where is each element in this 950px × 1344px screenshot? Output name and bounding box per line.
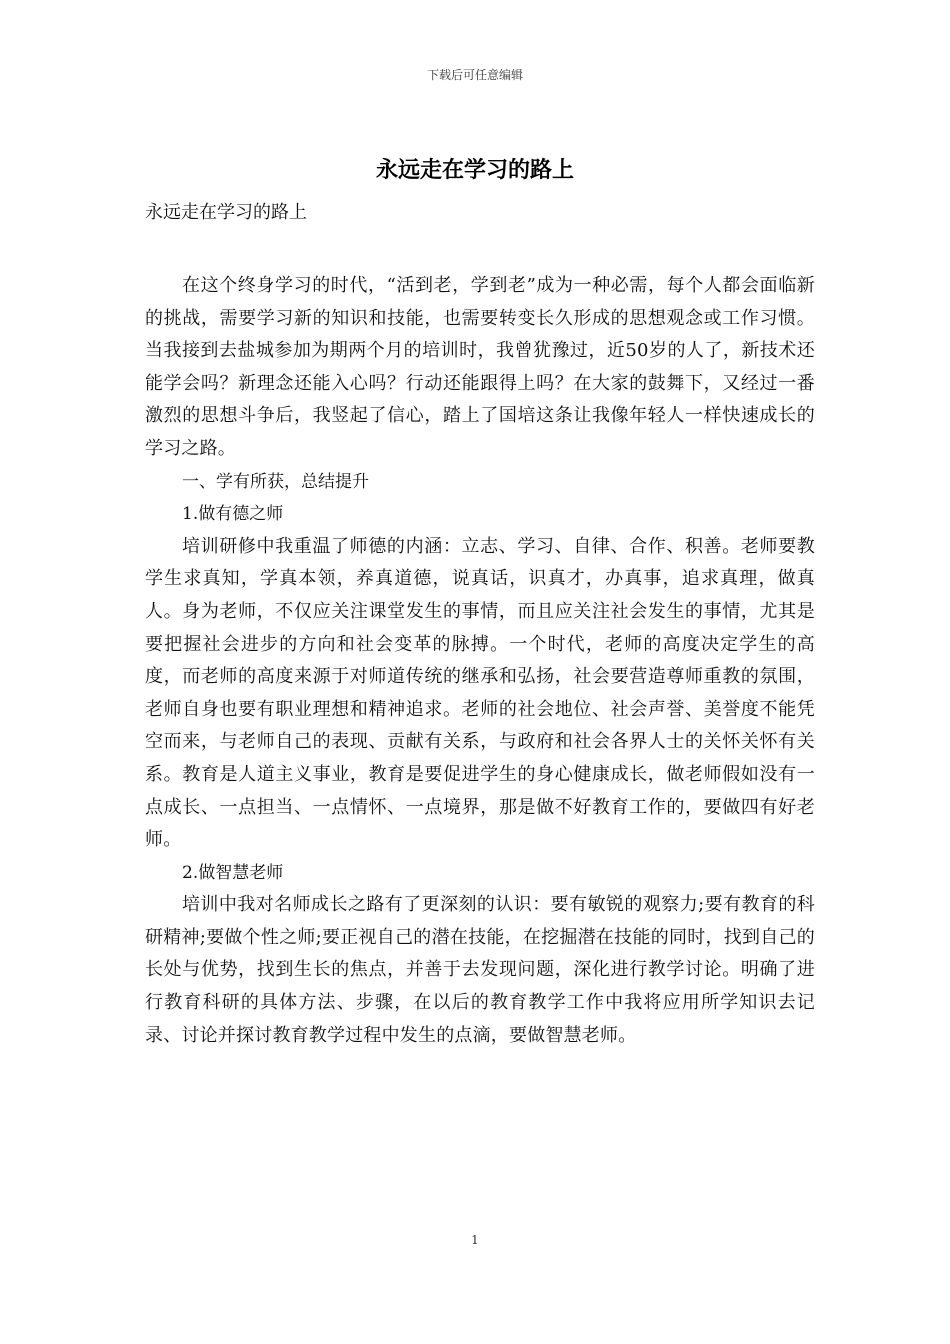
document-subtitle: 永远走在学习的路上 <box>145 202 307 223</box>
intro-paragraph: 在这个终身学习的时代，“活到老，学到老”成为一种必需，每个人都会面临新的挑战，需要学习新的知识和技能，也需要转变长久形成的思想观念或工作习惯。当我接到去盐城参加为期两个月的培训时，我曾犹豫过，近50岁的人了，新技术还能学会吗？新理念还能入心吗？行动还能跟得上吗？在大家的鼓舞下，又经过一番激烈的思想斗争后，我竖起了信心，踏上了国培这条让我像年轻人一样快速成长的学习之路。 <box>145 275 815 459</box>
document-body <box>145 270 815 1052</box>
subsection-paragraph-1: 培训研修中我重温了师德的内涵：立志、学习、自律、合作、积善。老师要教学生求真知，学真本领，养真道德，说真话，识真才，办真事，追求真理，做真人。身为老师，不仅应关注课堂发生的事情，而且应关注社会发生的事情，尤其是要把握社会进步的方向和社会变革的脉搏。一个时代，老师的高度决定学生的高度，而老师的高度来源于对师道传统的继承和弘扬，社会要营造尊师重教的氛围，老师自身也要有职业理想和精神追求。老师的社会地位、社会声誉、美誉度不能凭空而来，与老师自己的表现、贡献有关系，与政府和社会各界人士的关怀关怀有关系。教育是人道主义事业，教育是要促进学生的身心健康成长，做老师假如没有一点成长、一点担当、一点情怀、一点境界，那是做不好教育工作的，要做四有好老师。 <box>145 535 815 851</box>
subsection-heading-2: 2.做智慧老师 <box>182 862 284 883</box>
header-note: 下载后可任意编辑 <box>426 68 523 82</box>
subsection-heading-1: 1.做有德之师 <box>182 504 284 525</box>
section-heading: 一、学有所获，总结提升 <box>182 471 369 492</box>
document-title: 永远走在学习的路上 <box>375 157 574 183</box>
page-number: 1 <box>471 1233 479 1247</box>
subsection-paragraph-2: 培训中我对名师成长之路有了更深刻的认识：要有敏锐的观察力;要有教育的科研精神;要做个性之师;要正视自己的潜在技能，在挖掘潜在技能的同时，找到自己的长处与优势，找到生长的焦点，并善于去发现问题，深化进行教学讨论。明确了进行教育科研的具体方法、步骤，在以后的教育教学工作中我将应用所学知识去记录、讨论并探讨教育教学过程中发生的点滴，要做智慧老师。 <box>145 894 815 1046</box>
